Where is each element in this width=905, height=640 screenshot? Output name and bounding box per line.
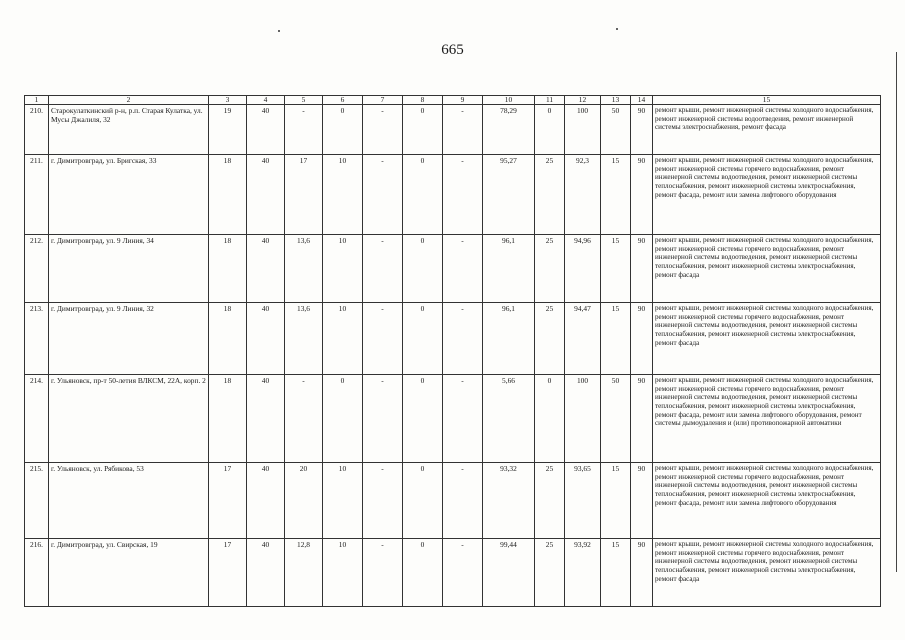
address-cell: г. Димитровград, ул. 9 Линия, 34	[49, 235, 209, 303]
value-cell: 25	[535, 303, 565, 375]
value-cell: 90	[631, 105, 653, 155]
table-row	[25, 303, 881, 375]
value-cell: 40	[247, 303, 285, 375]
value-cell: 10	[323, 235, 363, 303]
value-cell: 0	[403, 375, 443, 463]
value-cell: -	[443, 303, 483, 375]
works-list-cell: ремонт крыши, ремонт инженерной системы холодного водоснабжения, ремонт инженерной системы горячего водоснабжения, ремонт инженерной системы водоотведения, ремонт инженерной системы теплоснабжения, ремонт инженерной системы электроснабжения, ремонт фасада	[653, 303, 881, 375]
value-cell: 18	[209, 235, 247, 303]
value-cell: 99,44	[483, 539, 535, 607]
address-cell: г. Димитровград, ул. Бригская, 33	[49, 155, 209, 235]
column-header-4: 4	[247, 96, 285, 105]
address-cell: г. Димитровград, ул. 9 Линия, 32	[49, 303, 209, 375]
works-list-cell: ремонт крыши, ремонт инженерной системы холодного водоснабжения, ремонт инженерной системы горячего водоснабжения, ремонт инженерной системы водоотведения, ремонт инженерной системы теплоснабжения, ремонт инженерной системы электроснабжения, ремонт фасада	[653, 235, 881, 303]
column-header-10: 10	[483, 96, 535, 105]
works-list-cell: ремонт крыши, ремонт инженерной системы холодного водоснабжения, ремонт инженерной системы горячего водоснабжения, ремонт инженерной системы водоотведения, ремонт инженерной системы теплоснабжения, ремонт инженерной системы электроснабжения, ремонт фасада, ремонт или замена лифтового оборудования, ремонт системы дымоудаления и (или) противопожарной автоматики	[653, 375, 881, 463]
column-header-15: 15	[653, 96, 881, 105]
value-cell: 40	[247, 539, 285, 607]
scan-speck	[616, 28, 618, 30]
row-number: 215.	[25, 463, 49, 539]
value-cell: 94,96	[565, 235, 601, 303]
value-cell: 5,66	[483, 375, 535, 463]
value-cell: 92,3	[565, 155, 601, 235]
address-cell: г. Ульяновск, ул. Рябикова, 53	[49, 463, 209, 539]
value-cell: 90	[631, 463, 653, 539]
repair-program-table	[24, 95, 881, 607]
column-header-3: 3	[209, 96, 247, 105]
header-row	[25, 96, 881, 105]
value-cell: 15	[601, 463, 631, 539]
value-cell: 96,1	[483, 235, 535, 303]
row-number: 214.	[25, 375, 49, 463]
value-cell: -	[443, 539, 483, 607]
value-cell: -	[363, 155, 403, 235]
value-cell: 18	[209, 375, 247, 463]
scan-edge-line	[896, 52, 897, 572]
page-number: 665	[441, 42, 464, 58]
column-header-11: 11	[535, 96, 565, 105]
value-cell: 13,6	[285, 235, 323, 303]
value-cell: 0	[535, 375, 565, 463]
value-cell: 78,29	[483, 105, 535, 155]
value-cell: 15	[601, 539, 631, 607]
value-cell: 40	[247, 155, 285, 235]
value-cell: 25	[535, 463, 565, 539]
row-number: 216.	[25, 539, 49, 607]
value-cell: 93,65	[565, 463, 601, 539]
value-cell: 10	[323, 303, 363, 375]
address-cell: г. Ульяновск, пр-т 50-летия ВЛКСМ, 22А, корп. 2	[49, 375, 209, 463]
column-header-8: 8	[403, 96, 443, 105]
value-cell: -	[285, 375, 323, 463]
value-cell: 0	[403, 463, 443, 539]
value-cell: -	[285, 105, 323, 155]
table-row	[25, 235, 881, 303]
value-cell: -	[443, 375, 483, 463]
address-cell: г. Димитровград, ул. Свирская, 19	[49, 539, 209, 607]
value-cell: 40	[247, 375, 285, 463]
value-cell: 0	[535, 105, 565, 155]
value-cell: 15	[601, 155, 631, 235]
value-cell: 50	[601, 375, 631, 463]
value-cell: 93,32	[483, 463, 535, 539]
value-cell: 93,92	[565, 539, 601, 607]
value-cell: 0	[403, 105, 443, 155]
value-cell: 13,6	[285, 303, 323, 375]
value-cell: 40	[247, 235, 285, 303]
value-cell: 10	[323, 155, 363, 235]
column-header-12: 12	[565, 96, 601, 105]
column-header-2: 2	[49, 96, 209, 105]
value-cell: 100	[565, 375, 601, 463]
value-cell: 10	[323, 463, 363, 539]
column-header-14: 14	[631, 96, 653, 105]
value-cell: 18	[209, 155, 247, 235]
value-cell: 17	[209, 539, 247, 607]
row-number: 213.	[25, 303, 49, 375]
value-cell: 18	[209, 303, 247, 375]
value-cell: 25	[535, 235, 565, 303]
column-header-5: 5	[285, 96, 323, 105]
table-row	[25, 539, 881, 607]
row-number: 211.	[25, 155, 49, 235]
works-list-cell: ремонт крыши, ремонт инженерной системы холодного водоснабжения, ремонт инженерной системы горячего водоснабжения, ремонт инженерной системы водоотведения, ремонт инженерной системы теплоснабжения, ремонт инженерной системы электроснабжения, ремонт фасада	[653, 539, 881, 607]
value-cell: 19	[209, 105, 247, 155]
value-cell: -	[363, 375, 403, 463]
value-cell: -	[363, 235, 403, 303]
value-cell: 25	[535, 155, 565, 235]
value-cell: 0	[323, 105, 363, 155]
value-cell: 50	[601, 105, 631, 155]
value-cell: 94,47	[565, 303, 601, 375]
value-cell: -	[363, 463, 403, 539]
row-number: 212.	[25, 235, 49, 303]
scan-speck	[278, 30, 280, 32]
value-cell: 0	[323, 375, 363, 463]
value-cell: 17	[209, 463, 247, 539]
value-cell: 25	[535, 539, 565, 607]
column-header-1: 1	[25, 96, 49, 105]
value-cell: -	[363, 105, 403, 155]
table-row	[25, 375, 881, 463]
value-cell: 90	[631, 539, 653, 607]
value-cell: 10	[323, 539, 363, 607]
value-cell: 12,8	[285, 539, 323, 607]
value-cell: -	[443, 155, 483, 235]
value-cell: -	[363, 303, 403, 375]
table-row	[25, 463, 881, 539]
value-cell: 40	[247, 463, 285, 539]
value-cell: -	[443, 105, 483, 155]
works-list-cell: ремонт крыши, ремонт инженерной системы холодного водоснабжения, ремонт инженерной системы горячего водоснабжения, ремонт инженерной системы водоотведения, ремонт инженерной системы теплоснабжения, ремонт инженерной системы электроснабжения, ремонт фасада, ремонт или замена лифтового оборудования	[653, 463, 881, 539]
table-row	[25, 105, 881, 155]
column-header-6: 6	[323, 96, 363, 105]
value-cell: 0	[403, 539, 443, 607]
works-list-cell: ремонт крыши, ремонт инженерной системы холодного водоснабжения, ремонт инженерной системы горячего водоснабжения, ремонт инженерной системы водоотведения, ремонт инженерной системы теплоснабжения, ремонт инженерной системы электроснабжения, ремонт фасада, ремонт или замена лифтового оборудования	[653, 155, 881, 235]
value-cell: 90	[631, 303, 653, 375]
column-header-9: 9	[443, 96, 483, 105]
value-cell: 0	[403, 235, 443, 303]
value-cell: 0	[403, 155, 443, 235]
table-row	[25, 155, 881, 235]
address-cell: Старокулаткинский р-н, р.п. Старая Кулатка, ул. Мусы Джалиля, 32	[49, 105, 209, 155]
value-cell: 15	[601, 235, 631, 303]
value-cell: 40	[247, 105, 285, 155]
value-cell: 95,27	[483, 155, 535, 235]
value-cell: 15	[601, 303, 631, 375]
column-header-13: 13	[601, 96, 631, 105]
value-cell: 90	[631, 155, 653, 235]
value-cell: -	[443, 463, 483, 539]
works-list-cell: ремонт крыши, ремонт инженерной системы холодного водоснабжения, ремонт инженерной системы водоотведения, ремонт инженерной системы электроснабжения, ремонт фасада	[653, 105, 881, 155]
value-cell: 0	[403, 303, 443, 375]
value-cell: 96,1	[483, 303, 535, 375]
value-cell: -	[443, 235, 483, 303]
value-cell: 100	[565, 105, 601, 155]
value-cell: 20	[285, 463, 323, 539]
column-header-7: 7	[363, 96, 403, 105]
value-cell: -	[363, 539, 403, 607]
value-cell: 17	[285, 155, 323, 235]
row-number: 210.	[25, 105, 49, 155]
value-cell: 90	[631, 235, 653, 303]
value-cell: 90	[631, 375, 653, 463]
